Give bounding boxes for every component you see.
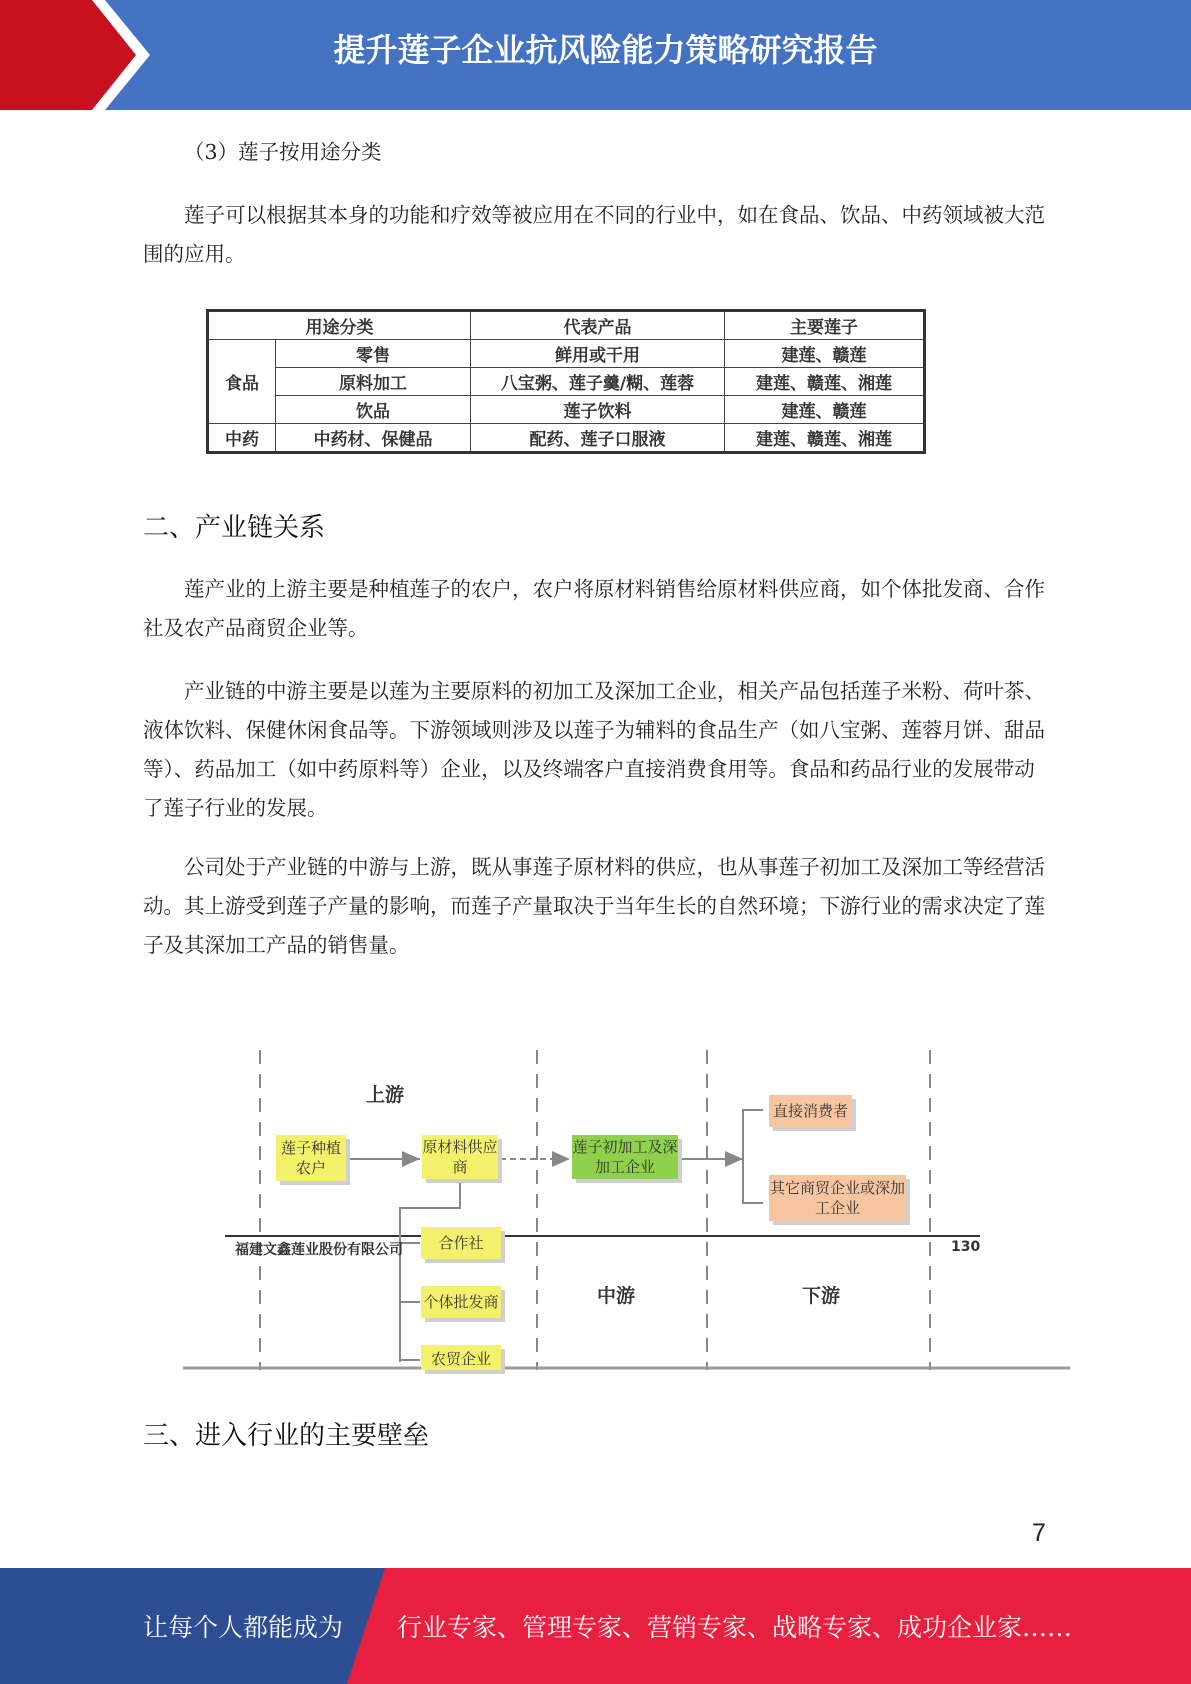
body-paragraph: 产业链的中游主要是以莲为主要原料的初加工及深加工企业，相关产品包括莲子米粉、荷叶茶、液体饮料、保健休闲食品等。下游领域则涉及以莲子为辅料的食品生产（如八宝粥、莲蓉月饼、甜品等）、药品加工（如中药原料等）企业，以及终端客户直接消费食用等。食品和药品行业的发展带动了莲子行业的发展。 (143, 679, 1045, 820)
section-subtitle: （3）莲子按用途分类 (184, 140, 382, 164)
table-cell: 中药材、保健品 (276, 424, 471, 453)
diagram-lines (180, 1040, 1080, 1380)
midstream-label: 中游 (597, 1285, 636, 1307)
table-cell: 建莲、赣莲 (725, 396, 925, 424)
downstream-label: 下游 (802, 1285, 841, 1307)
category-cell: 中药 (208, 424, 276, 453)
section-heading-industry-chain: 二、产业链关系 (143, 513, 326, 543)
processor-box: 莲子初加工及深加工企业 (572, 1135, 678, 1179)
table-header-cell: 主要莲子 (725, 311, 925, 340)
footer-slogan-right: 行业专家、管理专家、营销专家、战略专家、成功企业家…… (397, 1613, 1073, 1642)
consumer-box: 直接消费者 (769, 1095, 852, 1127)
footer-slogan-left: 让每个人都能成为 (143, 1613, 344, 1642)
page-header (0, 0, 1191, 110)
table-header-cell: 用途分类 (208, 311, 471, 340)
farmer-box: 莲子种植农户 (276, 1135, 346, 1181)
other-enterprise-box: 其它商贸企业或深加工企业 (769, 1175, 906, 1221)
table-cell: 鲜用或干用 (471, 340, 725, 368)
table-cell: 莲子饮料 (471, 396, 725, 424)
supplier-box: 原材料供应商 (422, 1135, 498, 1179)
table-row (208, 340, 925, 368)
table-cell: 零售 (276, 340, 471, 368)
table-row (208, 424, 925, 453)
table-cell: 八宝粥、莲子羹/糊、莲蓉 (471, 368, 725, 396)
table-header-cell: 代表产品 (471, 311, 725, 340)
body-paragraph: 公司处于产业链的中游与上游，既从事莲子原材料的供应，也从事莲子初加工及深加工等经营活动。其上游受到莲子产量的影响，而莲子产量取决于当年生长的自然环境；下游行业的需求决定了莲子及其深加工产品的销售量。 (143, 855, 1045, 957)
intro-paragraph: 莲子可以根据其本身的功能和疗效等被应用在不同的行业中，如在食品、饮品、中药领域被大范围的应用。 (143, 203, 1045, 266)
page-footer (0, 1568, 1191, 1684)
table-cell: 原料加工 (276, 368, 471, 396)
usage-classification-table (206, 309, 926, 454)
report-title: 提升莲子企业抗风险能力策略研究报告 (333, 31, 878, 69)
table-cell: 建莲、赣莲 (725, 340, 925, 368)
page-number: 7 (1032, 1519, 1046, 1547)
table-header-row (208, 311, 925, 340)
section-heading-barriers: 三、进入行业的主要壁垒 (143, 1421, 430, 1451)
cooperative-box: 合作社 (421, 1227, 501, 1259)
agri-trade-box: 农贸企业 (421, 1345, 501, 1370)
category-cell: 食品 (208, 340, 276, 424)
table-cell: 建莲、赣莲、湘莲 (725, 424, 925, 453)
body-paragraph: 莲产业的上游主要是种植莲子的农户，农户将原材料销售给原材料供应商，如个体批发商、合作社及农产品商贸企业等。 (143, 577, 1045, 640)
table-row (208, 368, 925, 396)
table-cell: 配药、莲子口服液 (471, 424, 725, 453)
number-label: 130 (951, 1239, 981, 1255)
wholesaler-box: 个体批发商 (421, 1286, 501, 1318)
industry-chain-diagram (180, 1040, 1080, 1380)
upstream-label: 上游 (366, 1084, 405, 1106)
table-row (208, 396, 925, 424)
table-cell: 饮品 (276, 396, 471, 424)
table-cell: 建莲、赣莲、湘莲 (725, 368, 925, 396)
company-label: 福建文鑫莲业股份有限公司 (235, 1242, 403, 1258)
